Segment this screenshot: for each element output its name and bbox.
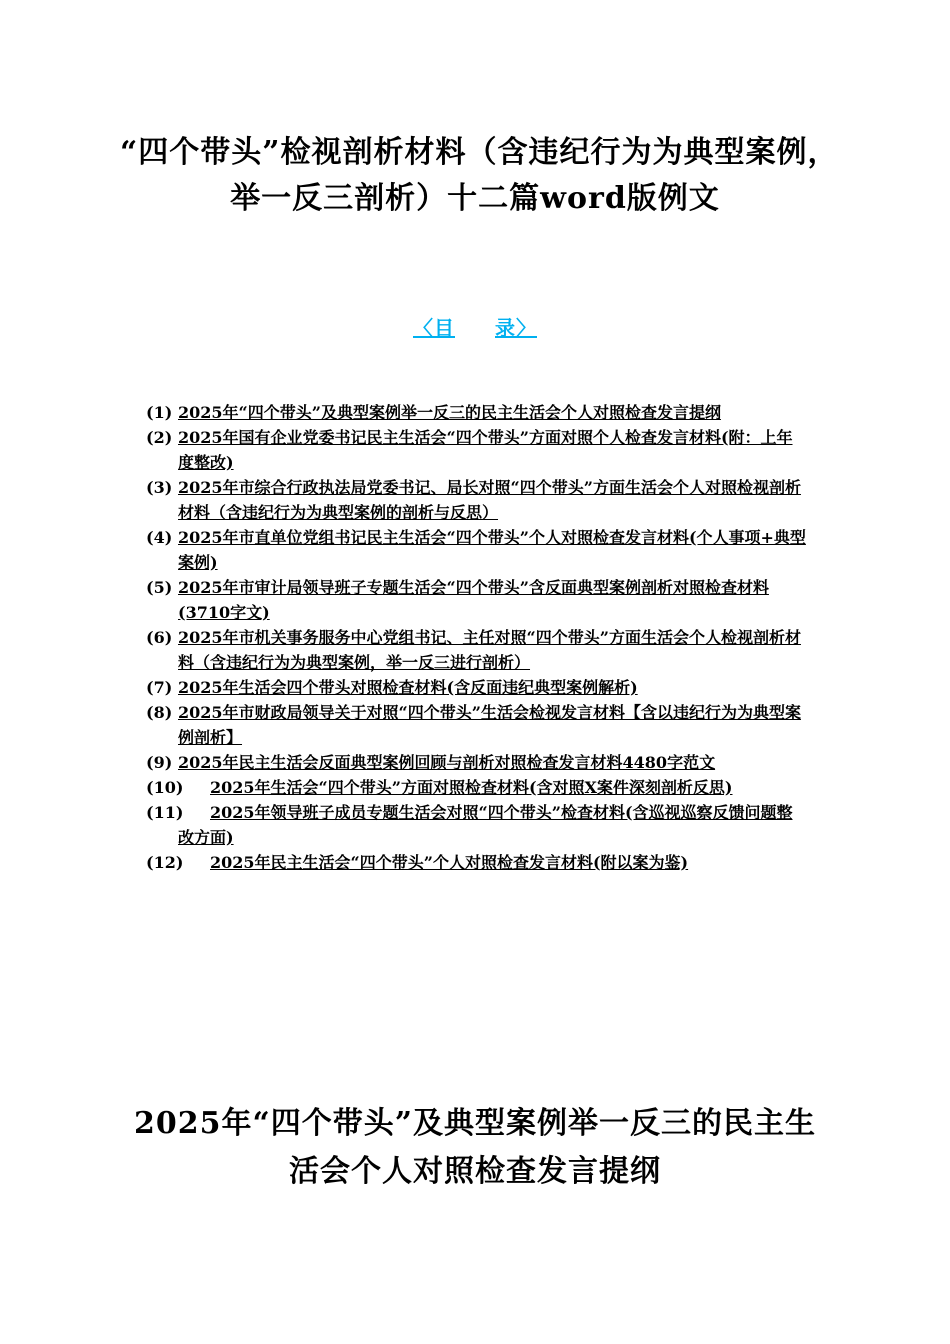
toc-item-number: (10) xyxy=(146,778,184,797)
section-title-line-1: 2025年“四个带头”及典型案例举一反三的民主生 xyxy=(133,1106,816,1141)
toc-item-link[interactable]: 2025年民主生活会“四个带头”个人对照检查发言材料(附以案为鉴) xyxy=(210,853,689,872)
toc-heading-left: 〈目 xyxy=(413,316,455,340)
toc-item[interactable] xyxy=(146,775,806,800)
toc-item[interactable] xyxy=(146,800,806,850)
toc-item[interactable] xyxy=(146,475,806,525)
document-title-line-1: “四个带头”检视剖析材料（含违纪行为为典型案例， xyxy=(120,135,839,170)
toc-item-link[interactable]: 2025年领导班子成员专题生活会对照“四个带头”检查材料(含巡视巡察反馈问题整改方面) xyxy=(178,803,793,847)
toc-item-number: (6) xyxy=(146,628,173,647)
section-title-line-2: 活会个人对照检查发言提纲 xyxy=(289,1154,661,1189)
toc-item-number: (8) xyxy=(146,703,173,722)
toc-item-link[interactable]: 2025年市财政局领导关于对照“四个带头”生活会检视发言材料【含以违纪行为为典型案例剖析】 xyxy=(178,703,801,747)
toc-item-link[interactable]: 2025年市审计局领导班子专题生活会“四个带头”含反面典型案例剖析对照检查材料(3710字文) xyxy=(178,578,769,622)
table-of-contents xyxy=(146,400,806,875)
document-title xyxy=(120,130,839,222)
toc-item-number: (2) xyxy=(146,428,173,447)
toc-item[interactable] xyxy=(146,625,806,675)
toc-item-link[interactable]: 2025年国有企业党委书记民主生活会“四个带头”方面对照个人检查发言材料(附：上年度整改) xyxy=(178,428,793,472)
toc-item[interactable] xyxy=(146,750,806,775)
toc-item-link[interactable]: 2025年生活会“四个带头”方面对照检查材料(含对照X案件深刻剖析反思) xyxy=(210,778,733,797)
toc-item-number: (12) xyxy=(146,853,184,872)
toc-item-link[interactable]: 2025年市机关事务服务中心党组书记、主任对照“四个带头”方面生活会个人检视剖析材料（含违纪行为为典型案例，举一反三进行剖析） xyxy=(178,628,801,672)
toc-item-number: (5) xyxy=(146,578,173,597)
toc-item[interactable] xyxy=(146,675,806,700)
toc-item[interactable] xyxy=(146,700,806,750)
toc-item[interactable] xyxy=(146,575,806,625)
toc-item-link[interactable]: 2025年“四个带头”及典型案例举一反三的民主生活会个人对照检查发言提纲 xyxy=(178,403,721,422)
toc-item-link[interactable]: 2025年生活会四个带头对照检查材料(含反面违纪典型案例解析) xyxy=(178,678,638,697)
toc-item-number: (4) xyxy=(146,528,173,547)
toc-item-number: (7) xyxy=(146,678,173,697)
toc-item-number: (1) xyxy=(146,403,173,422)
toc-item[interactable] xyxy=(146,400,806,425)
toc-item-number: (11) xyxy=(146,803,184,822)
toc-item[interactable] xyxy=(146,525,806,575)
toc-item-link[interactable]: 2025年市综合行政执法局党委书记、局长对照“四个带头”方面生活会个人对照检视剖析材料（含违纪行为为典型案例的剖析与反思） xyxy=(178,478,801,522)
document-title-line-2: 举一反三剖析）十二篇word版例文 xyxy=(230,181,720,216)
toc-item-link[interactable]: 2025年市直单位党组书记民主生活会“四个带头”个人对照检查发言材料(个人事项+典型案例) xyxy=(178,528,806,572)
toc-heading-right: 录〉 xyxy=(495,316,537,340)
toc-item[interactable] xyxy=(146,425,806,475)
toc-heading[interactable] xyxy=(0,312,950,341)
toc-item-number: (9) xyxy=(146,753,173,772)
toc-item-number: (3) xyxy=(146,478,173,497)
toc-item[interactable] xyxy=(146,850,806,875)
toc-item-link[interactable]: 2025年民主生活会反面典型案例回顾与剖析对照检查发言材料4480字范文 xyxy=(178,753,716,772)
section-title xyxy=(120,1100,830,1196)
